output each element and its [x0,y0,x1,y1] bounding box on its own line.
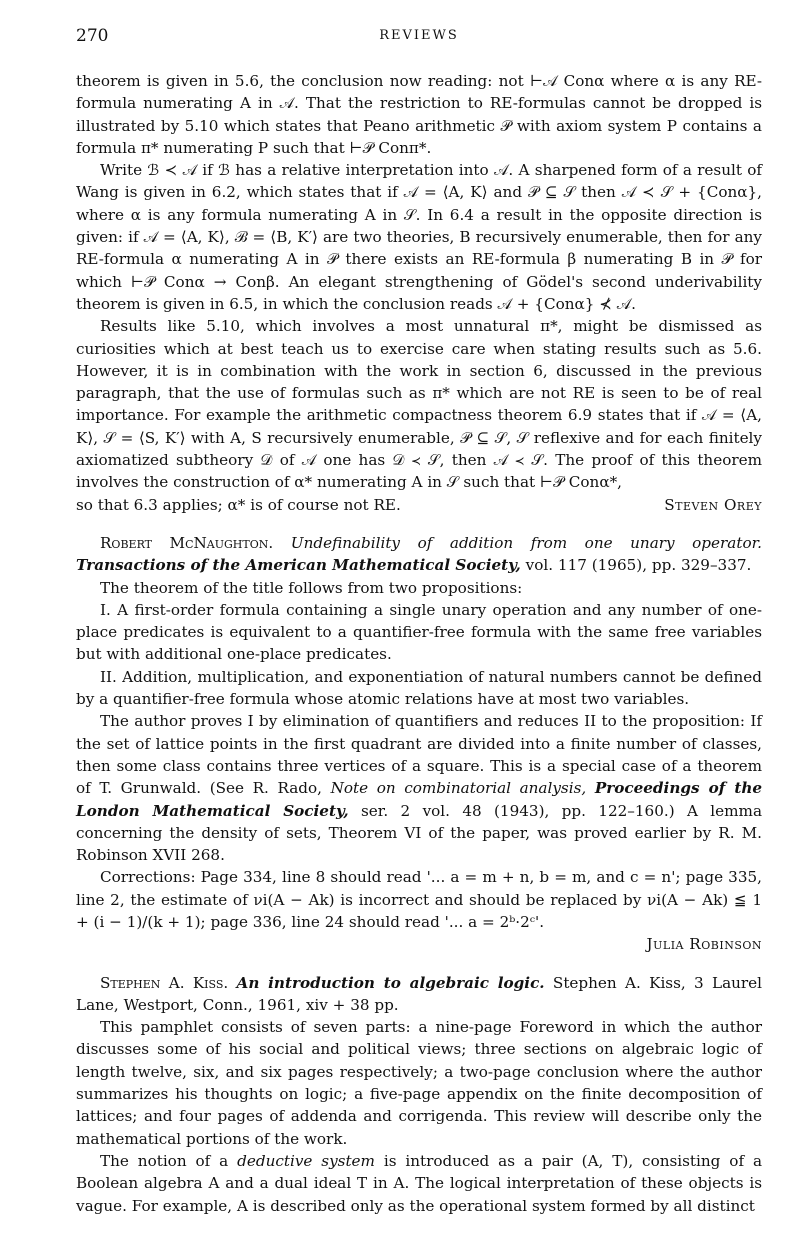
review2-paragraph: I. A first-order formula containing a single unary operation and any number of one-place predicates is equivalent to a quantifier-free formula with the same free variables but with additional one-place predicates. [76,600,762,664]
review3-text: The notion of a [100,1151,229,1170]
review2-corrections: Corrections: Page 334, line 8 should read '... a = m + n, b = m, and c = n'; page 335, line 2, the estimate of νi(A − Ak) is incorrect and should be replaced by νi(A − Ak) ≦ 1 + (i − 1)/(k + 1); page 336, line 24 should read '... a = 2ᵇ·2ᶜ'. [76,868,762,931]
cited-journal-name: Proceedings of the London Mathematical Society, [76,779,763,820]
review3-heading [76,972,762,1017]
reviewer-signature: Julia Robinson [646,935,762,954]
review3-paragraph: This pamphlet consists of seven parts: a nine-page Foreword in which the author discusses some of his social and political views; three sections on algebraic logic of length twelve, six, and six pages respectively; a two-page conclusion where the author summarizes his thoughts on logic; a five-page appendix on the finite decomposition of lattices; and four pages of addenda and corrigenda. This review will describe only the mathematical portions of the work. [76,1018,762,1148]
review2-text: The author proves I by elimination of quantifiers and reduces II to the proposition: If the set of lattice points in the first quadrant are divided into a finite number of classes, then some class contains three vertices of a square. This is a special case of a theorem of T. Grunwald. (See R. Rado, [76,712,762,798]
review3-text: is introduced as a pair (A, T), consisting of a Boolean algebra A and a dual ideal T in A. The logical interpretation of these objects is vague. For example, A is described only as the operational system formed by all distinct [76,1151,763,1215]
review2-paragraph [76,710,762,866]
review1-last-line: so that 6.3 applies; α* is of course not RE. [76,495,401,514]
page-number: 270 [76,26,109,46]
review1-paragraph: Results like 5.10, which involves a most unnatural π*, might be dismissed as curiosities which at best teach us to exercise care when stating results such as 5.6. However, it is in combination with the work in section 6, discussed in the previous paragraph, that the use of formulas such as π* which are not RE is seen to be of real importance. For example the arithmetic compactness theorem 6.9 states that if 𝒜 = ⟨A, K⟩, 𝒮 = ⟨S, K′⟩ with A, S recursively enumerable, 𝒫 ⊆ 𝒮, 𝒮 reflexive and for each finitely axiomatized subtheory 𝒟 of 𝒜 one has 𝒟 ≺ 𝒮, then 𝒜 ≺ 𝒮. The proof of this theorem involves the construction of α* numerating A in 𝒮 such that ⊢𝒫 Conα*, [76,317,762,492]
page-header [76,26,762,50]
review-author: Stephen A. Kiss. [100,973,229,992]
reviewer-signature: Steven Orey [664,495,762,514]
review2-paragraph: The theorem of the title follows from two propositions: [100,578,523,597]
cited-article-title: Note on combinatorial analysis, [330,779,587,798]
defined-term: deductive system [237,1151,375,1170]
review1-paragraph: Write ℬ ≺ 𝒜 if ℬ has a relative interpretation into 𝒜. A sharpened form of a result of Wang is given in 6.2, which states that if 𝒜 = ⟨A, K⟩ and 𝒫 ⊆ 𝒮 then 𝒜 ≺ 𝒮 + {Conα}, where α is any formula numerating A in 𝒮. In 6.4 a result in the opposite direction is given: if 𝒜 = ⟨A, K⟩, ℬ = ⟨B, K′⟩ are two theories, B recursively enumerable, then for any RE-formula α numerating A in 𝒫 there exists an RE-formula β numerating B in 𝒫 for which ⊢𝒫 Conα → Conβ. An elegant strengthening of Gödel's second underivability theorem is given in 6.5, in which the conclusion reads 𝒜 + {Conα} ⊀ 𝒜. [76,161,762,313]
review1-closing-line [76,494,762,516]
review-title: An introduction to algebraic logic. [236,973,545,992]
running-title: REVIEWS [379,28,459,43]
review3-paragraph [76,1150,762,1217]
review-citation: Stephen A. Kiss, 3 Laurel Lane, Westport, Conn., 1961, xiv + 38 pp. [76,973,763,1014]
journal-name: Transactions of the American Mathematical Society, [76,556,521,575]
review2-heading [76,532,762,577]
page-body [76,70,762,1217]
review-author: Robert McNaughton. [100,533,274,552]
review2-paragraph: II. Addition, multiplication, and exponentiation of natural numbers cannot be defined by a quantifier-free formula whose atomic relations have at most two variables. [76,667,762,709]
review2-text: ser. 2 vol. 48 (1943), pp. 122–160.) A lemma concerning the density of sets, Theorem VI of the paper, was proved earlier by R. M. Robinson XVII 268. [76,801,762,865]
review-title: Undefinability of addition from one unary operator. [290,533,763,552]
review-citation: vol. 117 (1965), pp. 329–337. [525,556,752,575]
review1-paragraph: theorem is given in 5.6, the conclusion now reading: not ⊢𝒜 Conα where α is any RE-formula numerating A in 𝒜. That the restriction to RE-formulas cannot be dropped is illustrated by 5.10 which states that Peano arithmetic 𝒫 with axiom system P contains a formula π* numerating P such that ⊢𝒫 Conπ*. [76,72,762,157]
